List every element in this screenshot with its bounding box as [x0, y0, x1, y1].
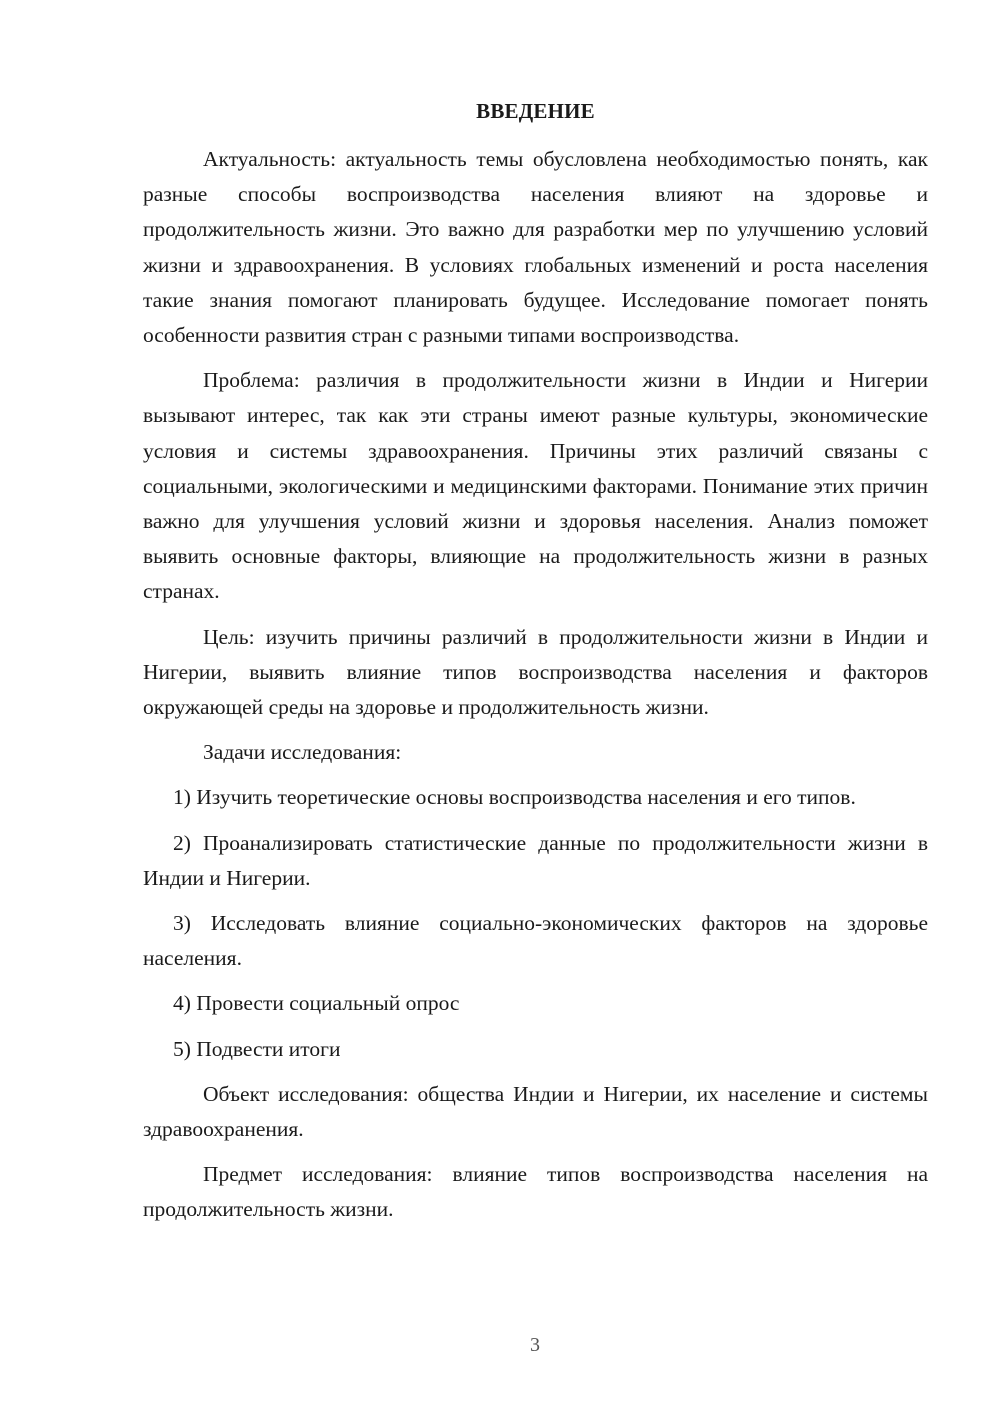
section-title: ВВЕДЕНИЕ [476, 99, 595, 123]
task-item-1: 1) Изучить теоретические основы воспроизводства населения и его типов. [173, 785, 856, 810]
page-number: 3 [530, 1334, 540, 1356]
task-item-2: 2) Проанализировать статистические данные по продолжительности жизни в Индии и Нигерии. [143, 830, 928, 890]
body-text [143, 142, 928, 1238]
tasks-heading: Задачи исследования: [203, 740, 402, 765]
task-item-3: 3) Исследовать влияние социально-экономических факторов на здоровье населения. [143, 911, 928, 971]
object-paragraph: Объект исследования: общества Индии и Нигерии, их население и системы здравоохранения. [143, 1081, 928, 1142]
problem-paragraph: Проблема: различия в продолжительности жизни в Индии и Нигерии вызывают интерес, так как эти страны имеют разные культуры, экономические условия и системы здравоохранения. Причины этих различий связаны с социальными, экологическими и медицинскими факторами. Понимание этих причин важно для улучшения условий жизни и здоровья населения. Анализ поможет выявить основные факторы, влияющие на продолжительность жизни в разных странах. [143, 368, 928, 604]
task-item-4: 4) Провести социальный опрос [173, 991, 460, 1016]
subject-paragraph: Предмет исследования: влияние типов воспроизводства населения на продолжительность жизни. [143, 1162, 928, 1222]
goal-paragraph: Цель: изучить причины различий в продолжительности жизни в Индии и Нигерии, выявить влияние типов воспроизводства населения и факторов окружающей среды на здоровье и продолжительность жизни. [143, 624, 928, 720]
relevance-paragraph: Актуальность: актуальность темы обусловлена необходимостью понять, как разные способы воспроизводства населения влияют на здоровье и продолжительность жизни. Это важно для разработки мер по улучшению условий жизни и здравоохранения. В условиях глобальных изменений и роста населения такие знания помогают планировать будущее. Исследование помогает понять особенности развития стран с разными типами воспроизводства. [143, 147, 928, 348]
task-item-5: 5) Подвести итоги [173, 1036, 341, 1061]
